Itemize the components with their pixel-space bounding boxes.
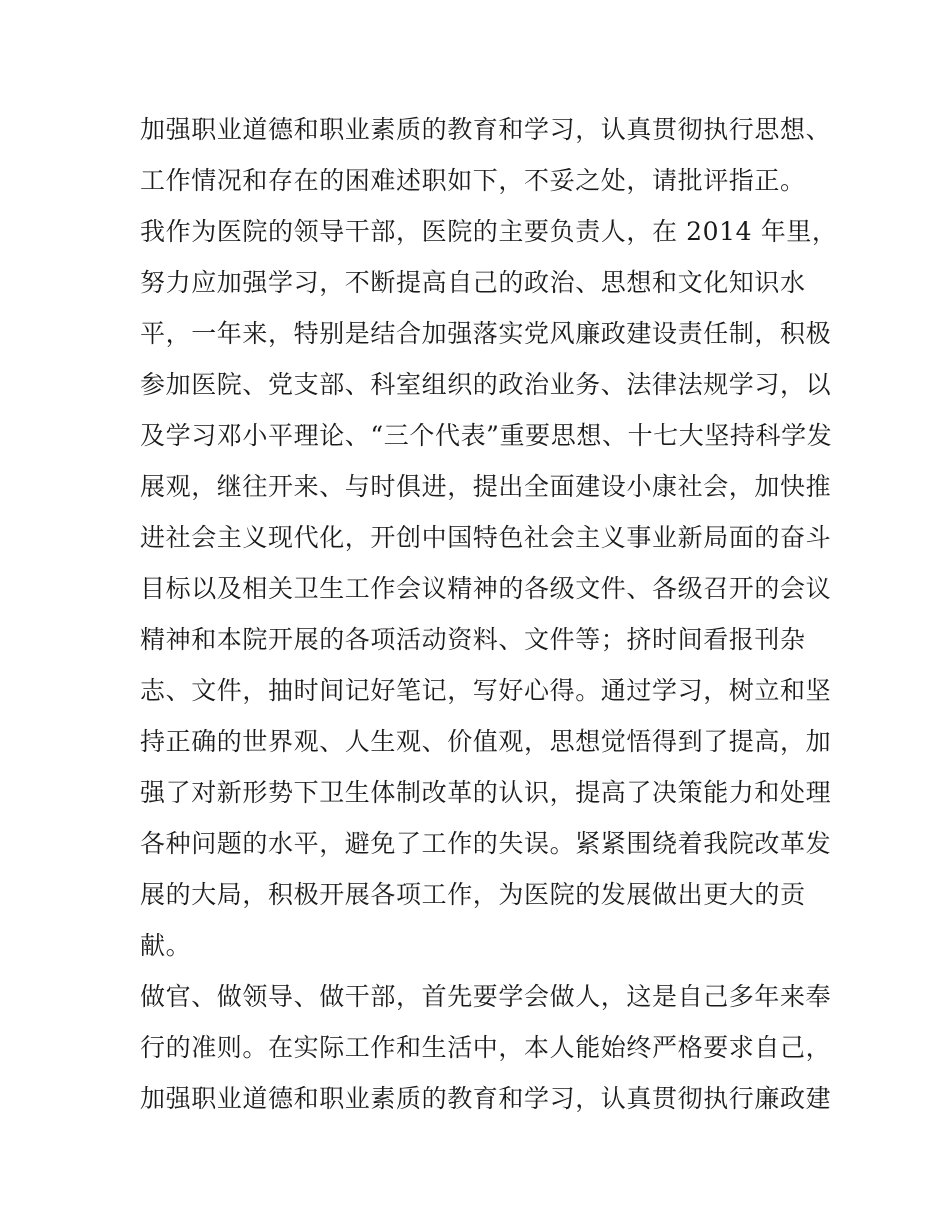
text-line: 强了对新形势下卫生体制改革的认识，提高了决策能力和处理 [140, 778, 832, 807]
text-line: 做官、做领导、做干部，首先要学会做人，这是自己多年来奉 [140, 982, 832, 1011]
text-line: 各种问题的水平，避免了工作的失误。紧紧围绕着我院改革发 [140, 829, 832, 858]
text-line: 努力应加强学习，不断提高自己的政治、思想和文化知识水 [140, 268, 806, 297]
text-line: 及学习邓小平理论、“三个代表”重要思想、十七大坚持科学发 [140, 421, 833, 450]
text-line: 展观，继往开来、与时俱进，提出全面建设小康社会，加快推 [140, 472, 832, 501]
text-line: 展的大局，积极开展各项工作，为医院的发展做出更大的贡 [140, 880, 806, 909]
text-line: 我作为医院的领导干部，医院的主要负责人，在 2014 年里， [140, 217, 838, 246]
text-line: 加强职业道德和职业素质的教育和学习，认真贯彻执行廉政建 [140, 1084, 832, 1113]
text-line: 精神和本院开展的各项活动资料、文件等；挤时间看报刊杂 [140, 625, 806, 654]
document-body [140, 104, 838, 1124]
text-line: 加强职业道德和职业素质的教育和学习，认真贯彻执行思想、 [140, 115, 832, 144]
text-line: 献。 [140, 931, 192, 960]
text-line: 工作情况和存在的困难述职如下，不妥之处，请批评指正。 [140, 166, 806, 195]
text-line: 行的准则。在实际工作和生活中，本人能始终严格要求自己， [140, 1033, 832, 1062]
text-line: 志、文件，抽时间记好笔记，写好心得。通过学习，树立和坚 [140, 676, 832, 705]
text-line: 平，一年来，特别是结合加强落实党风廉政建设责任制，积极 [140, 319, 832, 348]
text-line: 持正确的世界观、人生观、价值观，思想觉悟得到了提高，加 [140, 727, 832, 756]
text-line: 参加医院、党支部、科室组织的政治业务、法律法规学习，以 [140, 370, 832, 399]
text-line: 目标以及相关卫生工作会议精神的各级文件、各级召开的会议 [140, 574, 832, 603]
text-line: 进社会主义现代化，开创中国特色社会主义事业新局面的奋斗 [140, 523, 832, 552]
